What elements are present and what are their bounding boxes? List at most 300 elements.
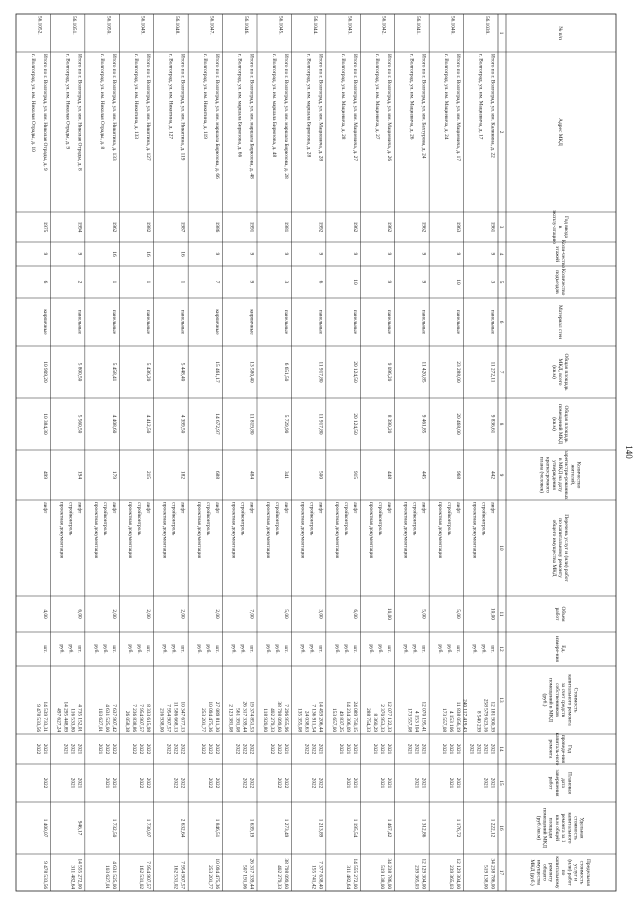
work-item: лифт [145, 502, 152, 514]
entrance-count: 10 [351, 279, 358, 285]
work-volume: 2,00 [110, 609, 117, 619]
header-cell: Год [566, 745, 573, 753]
cost-value: 118 920,80 [261, 708, 268, 732]
unit-value: руб. [308, 644, 315, 654]
entrance-count: 3 [282, 280, 289, 284]
work-item: проектная документация [196, 502, 203, 559]
repair-year: 2021 [406, 743, 413, 755]
planned-date: 2021 [420, 777, 427, 789]
unit-value: шт. [248, 645, 255, 653]
entrance-count: 3 [489, 280, 496, 284]
unit-value: руб. [101, 644, 108, 654]
repair-year: 2021 [379, 743, 386, 755]
work-volume: 2,00 [179, 609, 186, 619]
planned-date: 2022 [145, 777, 152, 789]
row-number: 56.1048. [174, 16, 181, 35]
work-volume: 5,00 [455, 609, 462, 619]
work-item: стройконтроль [67, 502, 74, 536]
address-text: Итого по г. Волгоград, ул. им. Бахтурова, д. 24 [420, 54, 427, 159]
header-cell: общего имущества МКД [550, 519, 557, 577]
limit-cost: 239 365,03 [448, 865, 455, 889]
limit-cost: 155 741,42 [310, 865, 317, 889]
unit-value: руб. [299, 644, 306, 654]
cost-value: 11 838 056,19 [455, 701, 462, 732]
unit-value: шт. [110, 645, 117, 653]
floors-count: 16 [179, 251, 186, 257]
cost-value: 173 557,08 [406, 708, 413, 732]
cost-value: 116 533,80 [69, 708, 76, 732]
address-text: Итого по г. Волгоград, ул. им. Николая Отрады, д. 9 [41, 54, 48, 171]
repair-year: 2022 [241, 743, 248, 755]
repair-year: 2022 [172, 743, 179, 755]
wall-material: панельные [76, 309, 83, 335]
planned-date: 2022 [172, 777, 179, 789]
header-cell: помещений в МКД [547, 678, 554, 722]
address-text: г. Волгоград, ул. им. Мациевича, д. 24 [443, 54, 450, 140]
unit-value: руб. [264, 644, 271, 654]
work-item: лифт [489, 502, 496, 514]
address-text: г. Волгоград, ул. им. Никитина, д. 119 [202, 54, 209, 139]
address-text: Итого по г. Волгоград, ул. им. Мациевича, д. 28 [317, 54, 324, 161]
total-area: 9 096,20 [386, 362, 393, 382]
entrance-count: 1 [145, 280, 152, 284]
cost-value: 27 089 811,30 [214, 701, 221, 732]
repair-year: 2022 [275, 743, 282, 755]
wall-material: панельные [489, 309, 496, 335]
column-number: 2 [498, 130, 505, 134]
column-number: 14 [498, 746, 505, 752]
cost-value: 4 153 104 [413, 710, 420, 732]
entrance-count: 9 [248, 280, 255, 284]
column-number: 9 [498, 473, 505, 477]
repair-year: 2022 [214, 743, 221, 755]
work-volume: 2,00 [214, 609, 221, 619]
floors-count: 9 [351, 252, 358, 256]
cost-value: 2 123 381,08 [227, 704, 234, 732]
total-area: 5 458,41 [110, 362, 117, 382]
header-cell: (руб.) [541, 693, 548, 707]
planned-date: 2022 [275, 777, 282, 789]
unit-value: руб. [480, 644, 487, 654]
repair-year: 2022 [165, 743, 172, 755]
address-text: г. Волгоград, ул. им. Мациевича, д. 27 [374, 54, 381, 140]
floors-count: 16 [110, 251, 117, 257]
repair-year: 2021 [482, 743, 489, 755]
rooms-area: 20 468,00 [455, 413, 462, 435]
unit-value: руб. [239, 644, 246, 654]
floors-count: 9 [282, 252, 289, 256]
limit-cost: 34 238 786,00 [386, 858, 393, 889]
column-number: 8 [498, 422, 505, 426]
address-text: Итого по г. Волгоград, ул. им. маршала Бирюзова, д. 48 [248, 54, 255, 179]
limit-cost: 103 627,01 [103, 865, 110, 889]
limit-cost: 239 365,03 [413, 865, 420, 889]
header-cell: Ед. [560, 645, 567, 653]
repair-year: 2022 [131, 743, 138, 755]
work-item: стройконтроль [446, 502, 453, 536]
cost-value: 24 089 750,15 [351, 701, 358, 732]
repair-year: 2021 [96, 743, 103, 755]
header-cell: (кв.м) [550, 365, 557, 379]
unit-value: руб. [333, 644, 340, 654]
specific-cost: 2 632,64 [179, 818, 186, 838]
residents-count: 215 [145, 471, 152, 479]
residents-count: 194 [76, 471, 83, 479]
rooms-area: 4 408,60 [110, 414, 117, 434]
limit-cost: 519 138,00 [379, 865, 386, 889]
repair-year: 2021 [344, 743, 351, 755]
year-built: 1987 [179, 221, 186, 233]
header-cell: жителей, [569, 464, 576, 486]
work-volume: 10,00 [489, 608, 496, 620]
cost-value: 14 234 306,09 [344, 701, 351, 732]
limit-cost: 10 094 475,36 [214, 858, 221, 889]
entrance-count: 1 [179, 280, 186, 284]
header-cell: Объем [560, 606, 567, 622]
unit-value: руб. [127, 644, 134, 654]
total-area: 5 436,20 [145, 362, 152, 382]
column-number: 5 [498, 280, 505, 284]
unit-value: шт. [317, 645, 324, 653]
wall-material: панельные [110, 309, 117, 335]
repair-year: 2022 [310, 743, 317, 755]
address-text: г. Волгоград, ул. им. Мациевича, д. 26 [408, 54, 415, 140]
cost-value: 402 279,33 [268, 708, 275, 732]
cost-value: 8 333 615,98 [145, 704, 152, 732]
repair-year: 2021 [69, 743, 76, 755]
planned-date: 2021 [103, 777, 110, 789]
work-volume: 4,00 [41, 609, 48, 619]
work-item: проектная документация [333, 502, 340, 559]
floors-count: 9 [248, 252, 255, 256]
work-item: лифт [41, 502, 48, 514]
wall-material: панельные [282, 309, 289, 335]
cost-value: 7 954 907,57 [138, 704, 145, 732]
header-cell: работ [547, 776, 554, 790]
residents-count: 500 [317, 471, 324, 479]
year-built: 1962 [110, 221, 117, 233]
address-text: Итого по г. Волгоград, ул. им. Калинина, д. 22 [489, 54, 496, 158]
entrance-count: 2 [76, 280, 83, 284]
limit-cost: 7 954 907,57 [179, 861, 186, 889]
header-cell: подъездов [553, 270, 560, 294]
column-number: 3 [498, 225, 505, 229]
unit-value: шт. [455, 645, 462, 653]
unit-value: руб. [170, 644, 177, 654]
limit-cost: 7 377 638,40 [317, 861, 324, 889]
work-item: проектная документация [58, 502, 65, 559]
cost-value: 26 058,38 [124, 710, 131, 732]
planned-date: 2021 [413, 777, 420, 789]
residents-count: 442 [489, 471, 496, 479]
unit-value: руб. [67, 644, 74, 654]
work-item: стройконтроль [205, 502, 212, 536]
work-item: лифт [386, 502, 393, 514]
header-cell: Количество [575, 461, 582, 489]
header-cell: Плановая [566, 772, 573, 794]
column-number: 15 [498, 780, 505, 786]
header-cell: услуг и [572, 864, 579, 881]
cost-value: 258 579 623,16 [482, 698, 489, 732]
limit-cost: 311 482,64 [69, 865, 76, 889]
specific-cost: 946,17 [76, 820, 83, 836]
unit-value: руб. [205, 644, 212, 654]
limit-cost: 7 954 907,57 [145, 861, 152, 889]
cost-value: 14 539 733,31 [41, 701, 48, 732]
limit-cost: 12 129 304,00 [420, 858, 427, 889]
header-cell: помещений МКД [557, 404, 563, 444]
year-built: 1963 [455, 221, 462, 233]
residents-count: 448 [386, 471, 393, 479]
row-number: 56.1047. [208, 16, 215, 35]
work-item: лифт [420, 502, 427, 514]
unit-value: шт. [76, 645, 83, 653]
cost-value: 19 374 851,53 [248, 701, 255, 732]
residents-count: 688 [214, 471, 221, 479]
rooms-area: 10 384,30 [41, 413, 48, 435]
year-built: 1982 [145, 221, 152, 233]
year-built: 1992 [317, 221, 324, 233]
planned-date: 2021 [489, 777, 496, 789]
wall-material: панельные [179, 309, 186, 335]
column-number: 4 [498, 252, 505, 256]
unit-value: руб. [411, 644, 418, 654]
header-cell: МКД (руб.) [529, 859, 536, 886]
work-item: лифт [351, 502, 358, 514]
header-cell: Общая площадь [563, 353, 570, 391]
row-number: 56.1044. [311, 16, 318, 35]
address-text: Итого по г. Волгоград, ул. им. Никитина, д. 119 [179, 54, 186, 161]
rooms-area: 5 560,50 [76, 414, 83, 434]
floors-count: 9 [317, 252, 324, 256]
row-number: 56.1050. [105, 16, 112, 35]
header-cell: капиталь-ного [553, 732, 560, 766]
specific-cost: 1 400,07 [41, 818, 48, 838]
work-item: стройконтроль [170, 502, 177, 536]
work-volume: 5,00 [420, 609, 427, 619]
rooms-area: 4 399,50 [179, 414, 186, 434]
column-number: 16 [498, 825, 505, 831]
cost-value: 4 153 106 [448, 710, 455, 732]
address-text: г. Волгоград, ул. им. Николая Отрады, д. 9 [64, 54, 71, 150]
header-cell: (руб./кв.м) [535, 815, 542, 841]
address-text: Итого по г. Волгоград, ул. им. Никитина, д. 133 [110, 54, 117, 161]
residents-count: 341 [282, 471, 289, 479]
rooms-area: 9 461,85 [420, 414, 427, 434]
rooms-area: 9 836,61 [489, 414, 496, 434]
row-number: 56.1039. [484, 16, 490, 35]
rooms-area: 5 729,90 [282, 414, 289, 434]
cost-value: 12 077 122,33 [386, 701, 393, 732]
column-number: 1 [498, 31, 505, 35]
header-cell: стоимость [578, 860, 585, 885]
header-cell: работ [553, 607, 560, 621]
year-built: 1962 [386, 221, 393, 233]
address-text: г. Волгоград, ул. им. Никитина, д. 133 [133, 54, 140, 140]
header-cell: капитального [566, 812, 573, 844]
repair-year: 2021 [455, 743, 462, 755]
cost-value: 10 347 677,13 [179, 701, 186, 732]
total-area: 6 651,50 [282, 362, 289, 382]
work-item: лифт [317, 502, 324, 514]
unit-value: шт. [145, 645, 152, 653]
work-volume: 6,00 [76, 609, 83, 619]
address-text: г. Волгоград, ул. им. маршала Бирюзова, д. 48 [270, 54, 277, 158]
header-cell: стоимость [572, 816, 579, 840]
wall-material: панельные [351, 309, 358, 335]
planned-date: 2022 [241, 777, 248, 789]
work-item: проектная документация [437, 502, 444, 559]
header-cell: эксплу-атацию [550, 209, 557, 245]
work-volume: 6,00 [351, 609, 358, 619]
address-text: Итого по г. Волгоград, ул. им. Николая Отрады, д. 8 [76, 54, 83, 171]
row-number: 56.1043. [346, 16, 353, 35]
unit-value: руб. [92, 644, 99, 654]
wall-material: панельные [420, 309, 427, 335]
cost-value: 135 355,08 [296, 708, 303, 732]
row-number: 56.1041. [415, 16, 422, 35]
planned-date: 2021 [455, 777, 462, 789]
limit-cost: 14 555 272,00 [351, 858, 358, 889]
unit-value: руб. [230, 644, 237, 654]
specific-cost: 1 222,12 [489, 818, 496, 838]
work-item: проектная документация [230, 502, 237, 559]
year-built: 1981 [282, 221, 289, 233]
year-built: 1962 [351, 221, 358, 233]
floors-count: 9 [386, 252, 393, 256]
header-cell: Стоимость [572, 687, 579, 713]
unit-value: шт. [351, 645, 358, 653]
year-built: 1991 [248, 221, 255, 233]
row-number: 56.1046. [243, 16, 249, 35]
address-text: г. Волгоград, ул. им. Мациевича, д. 17 [477, 54, 484, 140]
header-cell: по [560, 869, 567, 876]
cost-value: 38 798 099,60 [275, 701, 282, 732]
year-built: 1962 [420, 221, 427, 233]
header-cell: (или) работ [566, 859, 573, 886]
specific-cost: 1 732,50 [110, 818, 117, 838]
cost-value: 9 478 533,56 [34, 704, 41, 732]
residents-count: 499 [41, 471, 48, 479]
cost-value: 4 631 525,00 [103, 704, 110, 732]
header-cell: проведе-ния [560, 734, 567, 764]
work-item: стройконтроль [480, 502, 487, 536]
repair-year: 2021 [282, 743, 289, 755]
column-number: 12 [498, 646, 505, 652]
year-built: 1986 [214, 221, 221, 233]
limit-cost: 519 138,00 [482, 865, 489, 889]
repair-year: 2021 [475, 743, 482, 755]
row-number: 56.1051. [70, 16, 77, 35]
limit-cost: 402 279,33 [275, 865, 282, 889]
total-area: 15 461,17 [214, 361, 221, 383]
header-cell: (кв.м) [550, 417, 557, 431]
work-volume: 7,00 [248, 609, 255, 619]
limit-cost: 26 317 339,44 [248, 858, 255, 889]
header-cell: дата [560, 778, 567, 788]
address-text: г. Волгоград, ул. им. Николая Отрады, д. 8 [98, 54, 105, 150]
column-number: 7 [498, 370, 505, 374]
header-cell: этажей [553, 245, 560, 263]
table-grid [16, 14, 616, 891]
header-cell: Материал стен [557, 305, 563, 339]
unit-value: шт. [179, 645, 186, 653]
planned-date: 2022 [138, 777, 145, 789]
header-cell: Удельная [578, 817, 585, 839]
repair-year: 2021 [351, 743, 358, 755]
repair-year: 2022 [207, 743, 214, 755]
column-number: 13 [498, 697, 505, 703]
work-item: стройконтроль [411, 502, 418, 536]
repair-year: 2022 [34, 743, 41, 755]
repair-year: 2021 [441, 743, 448, 755]
header-cell: краткосрочного [544, 457, 551, 493]
repair-year: 2022 [234, 743, 241, 755]
column-number: 10 [498, 545, 505, 551]
specific-cost: 1 639,19 [248, 818, 255, 838]
cost-value: 173 557,08 [441, 708, 448, 732]
header-cell: в [557, 225, 563, 229]
rooms-area: 20 124,50 [351, 413, 358, 435]
repair-year: 2021 [317, 743, 324, 755]
repair-year: 2021 [372, 743, 379, 755]
planned-date: 2022 [207, 777, 214, 789]
work-item: проектная документация [402, 502, 409, 559]
total-area: 20 124,50 [351, 361, 358, 383]
year-built: 1994 [76, 221, 83, 233]
entrance-count: 6 [317, 280, 324, 284]
work-item: лифт [214, 502, 221, 514]
planned-date: 2021 [110, 777, 117, 789]
header-cell: МКД, всего [557, 358, 563, 386]
repair-year: 2021 [489, 743, 496, 755]
work-item: проектная документация [127, 502, 134, 559]
repair-year: 2022 [145, 743, 152, 755]
header-cell: измере-ния [553, 636, 560, 662]
wall-material: панельные [455, 309, 462, 335]
header-cell: Год ввода [563, 215, 570, 239]
wall-material: панельные [145, 309, 152, 335]
cost-value: 561 391,08 [234, 708, 241, 732]
work-item: стройконтроль [239, 502, 246, 536]
total-area: 11 420,85 [420, 361, 427, 383]
header-cell: за счет средств [560, 682, 567, 718]
table-frame [16, 14, 616, 891]
repair-year: 2021 [413, 743, 420, 755]
cost-value: 8 360,29 [372, 713, 379, 732]
residents-count: 445 [420, 471, 427, 479]
total-area: 5 448,40 [179, 362, 186, 382]
cost-value: 216 938,00 [158, 708, 165, 732]
unit-value: руб. [377, 644, 384, 654]
specific-cost: 1 312,86 [420, 818, 427, 838]
repair-year: 2022 [110, 743, 117, 755]
header-cell: общего [541, 864, 548, 881]
cost-value: 7 637 907,42 [110, 704, 117, 732]
specific-cost: 1 730,97 [145, 818, 152, 838]
residents-count: 968 [455, 471, 462, 479]
total-area: 11 917,80 [317, 361, 324, 383]
row-number: 56.1045. [277, 16, 284, 35]
address-text: г. Волгоград, ул. им. маршала Бирюзова, д. 28 [305, 54, 312, 158]
cost-value: 49 837,25 [337, 710, 344, 732]
repair-year: 2021 [448, 743, 455, 755]
rooms-area: 8 390,20 [386, 414, 393, 434]
cost-value: 24 038,63 [303, 710, 310, 732]
wall-material: кирпичные [214, 309, 221, 335]
cost-value: 14 295 448,89 [62, 701, 69, 732]
repair-year: 2022 [200, 743, 207, 755]
